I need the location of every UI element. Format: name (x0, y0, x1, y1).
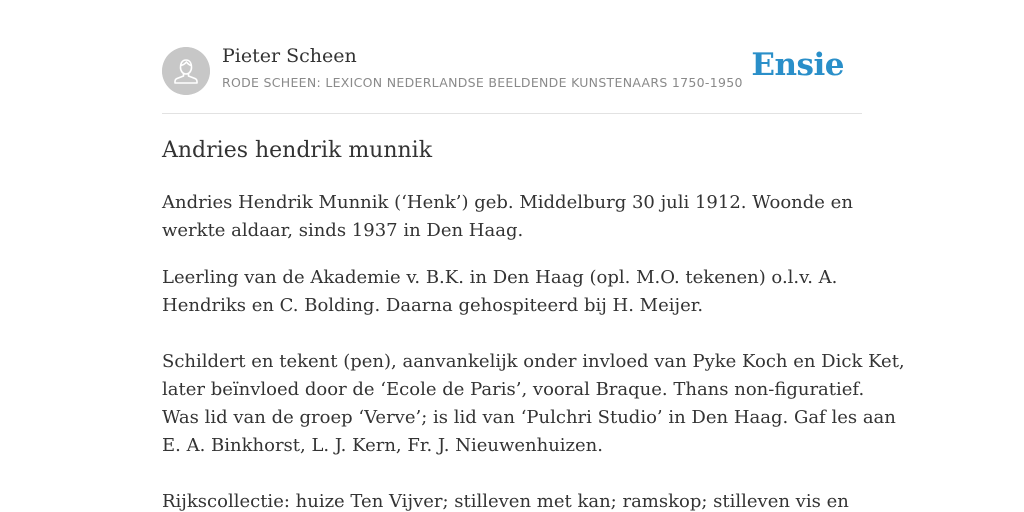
paragraph-1-line-2: werkte aldaar, sinds 1937 in Den Haag. (162, 220, 524, 241)
article-title: Andries hendrik munnik (162, 138, 433, 163)
paragraph-4-line-1: Rijkscollectie: huize Ten Vijver; stilleven met kan; ramskop; stilleven vis en (162, 491, 849, 512)
article-header (162, 0, 862, 114)
user-avatar-icon (162, 47, 210, 95)
ensie-logo[interactable]: Ensie (751, 47, 844, 83)
article-body (162, 189, 905, 512)
paragraph-3-line-2: later beïnvloed door de ‘Ecole de Paris’, vooral Braque. Thans non-figuratief. (162, 379, 865, 400)
paragraph-spacer (162, 460, 862, 488)
paragraph-1-line-1: Andries Hendrik Munnik (‘Henk’) geb. Middelburg 30 juli 1912. Woonde en (162, 192, 853, 213)
author-avatar[interactable] (162, 47, 210, 95)
paragraph-3-line-3: Was lid van de groep ‘Verve’; is lid van ‘Pulchri Studio’ in Den Haag. Gaf les aan (162, 407, 896, 428)
paragraph-2-line-2: Hendriks en C. Bolding. Daarna gehospiteerd bij H. Meijer. (162, 295, 704, 316)
paragraph-2-line-1: Leerling van de Akademie v. B.K. in Den Haag (opl. M.O. tekenen) o.l.v. A. (162, 267, 838, 288)
source-title[interactable]: RODE SCHEEN: LEXICON NEDERLANDSE BEELDENDE KUNSTENAARS 1750-1950 (222, 75, 743, 90)
paragraph-3-line-1: Schildert en tekent (pen), aanvankelijk onder invloed van Pyke Koch en Dick Ket, (162, 351, 905, 372)
paragraph-3-line-4: E. A. Binkhorst, L. J. Kern, Fr. J. Nieuwenhuizen. (162, 435, 603, 456)
author-name[interactable]: Pieter Scheen (222, 45, 357, 67)
paragraph-spacer (162, 320, 862, 348)
page (162, 0, 905, 512)
